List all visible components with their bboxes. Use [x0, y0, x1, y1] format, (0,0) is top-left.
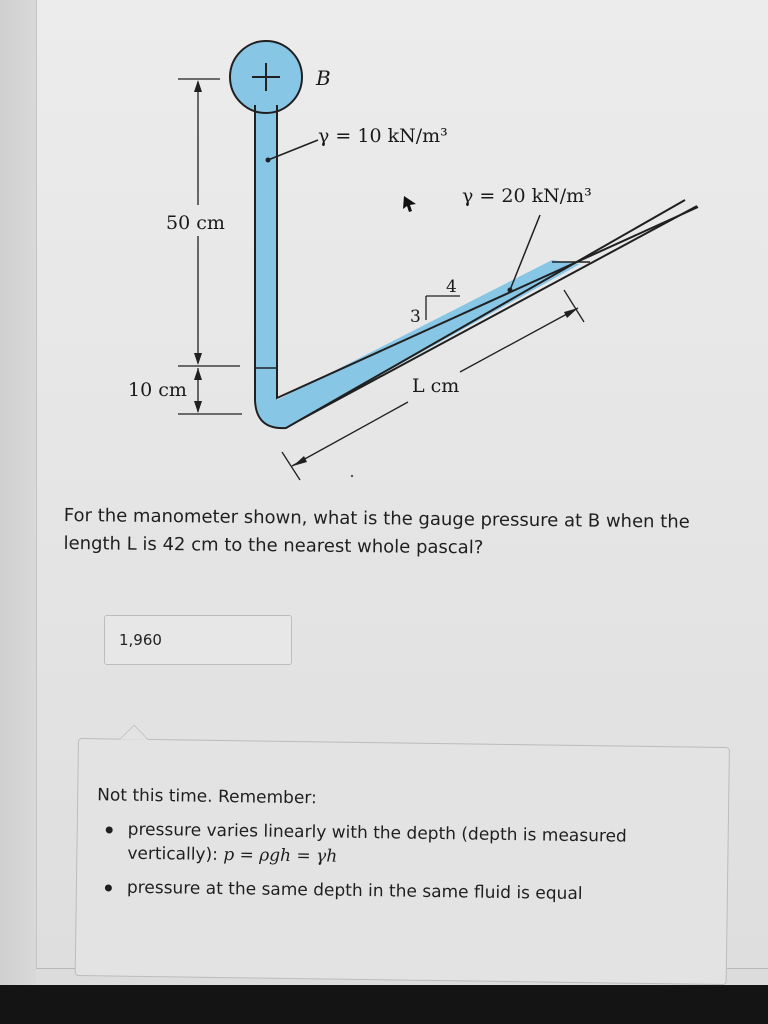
slope-rise-label: 3 — [410, 307, 421, 327]
manometer-diagram — [0, 0, 768, 500]
tube-inner-wall — [277, 105, 698, 398]
dim50-arrow-up — [194, 80, 202, 92]
gamma-incline-label: γ = 20 kN/m³ — [462, 185, 592, 207]
gamma-top-label: γ = 10 kN/m³ — [318, 125, 448, 147]
answer-input[interactable] — [104, 615, 292, 665]
dimL-end-tick-lower — [282, 452, 300, 480]
dim10-label: 10 cm — [128, 379, 187, 401]
feedback-item-depth-text: pressure varies linearly with the depth (depth is measured vertically): — [127, 819, 627, 865]
feedback-item-same-depth-text: pressure at the same depth in the same fluid is equal — [126, 877, 583, 905]
dim10-arrow-up — [194, 368, 202, 380]
feedback-pointer — [119, 725, 149, 740]
bottom-bend-fluid — [255, 260, 580, 428]
dimL-arrow-upper — [564, 308, 578, 318]
dimL-arrow-lower — [293, 456, 307, 466]
feedback-item-same-depth — [127, 876, 707, 908]
question-text: For the manometer shown, what is the gauge pressure at B when the length L is 42 cm to the nearest whole pascal? — [63, 504, 690, 559]
feedback-formula: p = ρgh = γh — [223, 845, 338, 867]
monitor-bezel — [0, 985, 768, 1024]
gamma-incline-dot — [508, 288, 513, 293]
gauge-label: B — [316, 66, 331, 90]
dust-speck — [351, 475, 353, 477]
slope-run-label: 4 — [446, 277, 457, 297]
gamma-top-dot — [266, 158, 271, 163]
dim10-arrow-down — [194, 401, 202, 413]
dimL-label: L cm — [412, 375, 460, 397]
vertical-tube-fluid — [255, 90, 277, 390]
dim50-label: 50 cm — [166, 212, 225, 234]
mouse-cursor-icon — [403, 196, 416, 212]
feedback-list — [127, 818, 708, 918]
feedback-box — [75, 738, 730, 985]
feedback-item-depth — [127, 818, 708, 874]
tube-outer-upper — [300, 206, 697, 420]
dim50-arrow-down — [194, 353, 202, 365]
feedback-title: Not this time. Remember: — [97, 785, 317, 809]
